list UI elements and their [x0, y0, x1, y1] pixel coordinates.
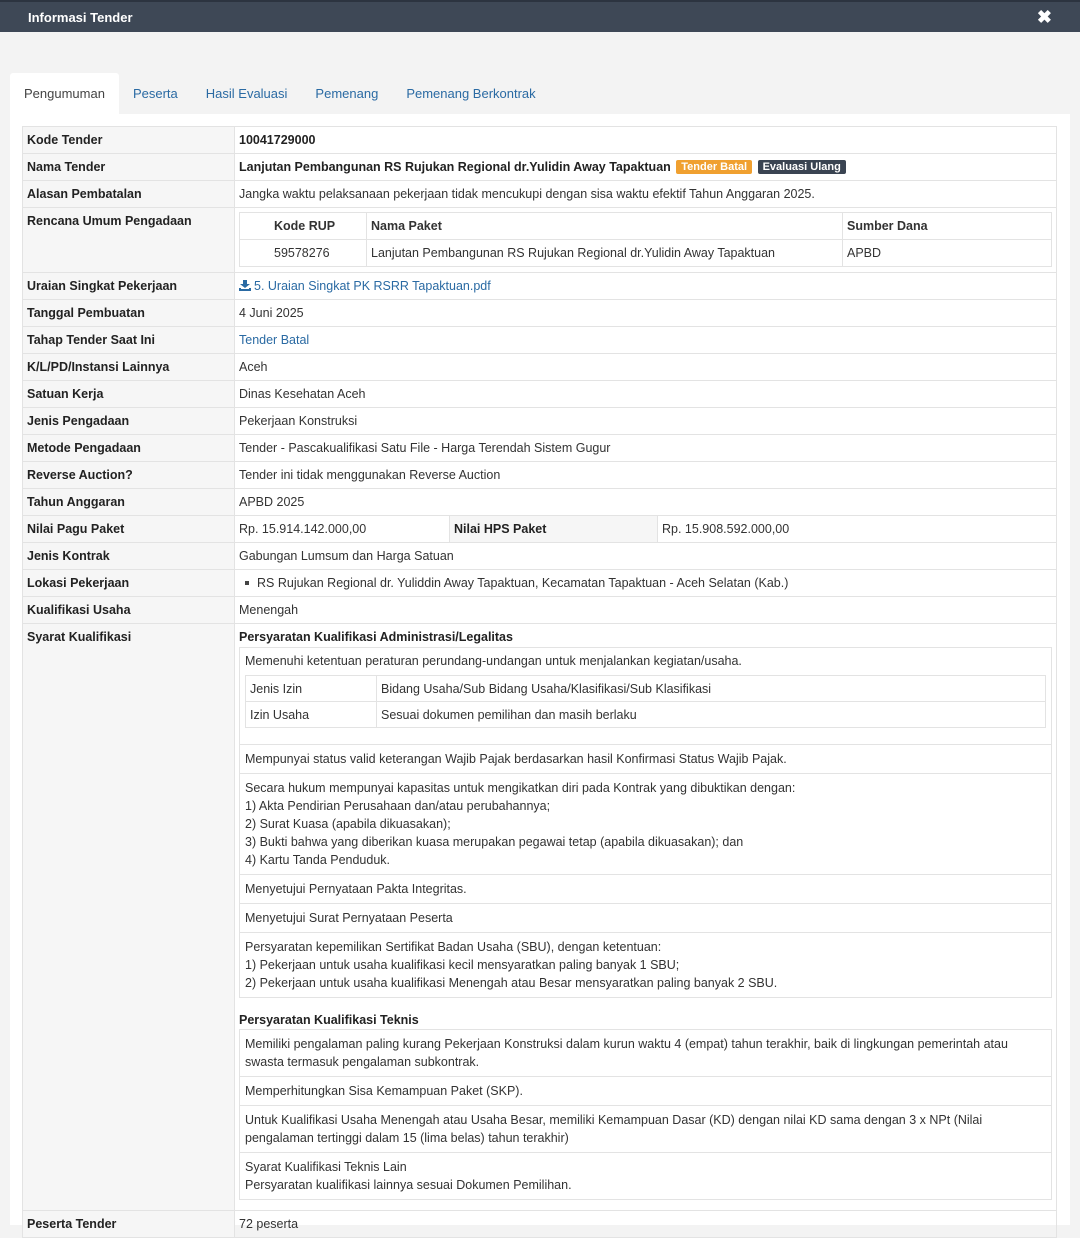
label-nama-tender: Nama Tender [23, 154, 235, 181]
row-tanggal-pembuatan [23, 300, 1057, 327]
pagu-hps-row [235, 516, 1056, 542]
label-tahap-tender: Tahap Tender Saat Ini [23, 327, 235, 354]
izin-header-jenis: Jenis Izin [246, 676, 377, 702]
bullet-icon [245, 581, 249, 585]
value-nilai-hps: Rp. 15.908.592.000,00 [662, 522, 790, 536]
status-badge-tender-batal: Tender Batal [676, 160, 752, 174]
izin-header-bidang: Bidang Usaha/Sub Bidang Usaha/Klasifikasi/Sub Klasifikasi [377, 676, 1046, 702]
kd-line: Untuk Kualifikasi Usaha Menengah atau Usaha Besar, memiliki Kemampuan Dasar (KD) dengan nilai KD sama dengan 3 x NPt (Nilai [245, 1113, 983, 1127]
tender-info-table [22, 126, 1057, 1238]
row-reverse-auction [23, 462, 1057, 489]
row-lokasi-pekerjaan [23, 570, 1057, 597]
cell-nama-tender [235, 154, 1057, 181]
row-tahap-tender [23, 327, 1057, 354]
teknis-lain-line: Persyaratan kualifikasi lainnya sesuai Dokumen Pemilihan. [245, 1178, 572, 1192]
rup-nama-paket: Lanjutan Pembangunan RS Rujukan Regional dr.Yulidin Away Tapaktuan [367, 240, 843, 267]
label-klpd: K/L/PD/Instansi Lainnya [23, 354, 235, 381]
row-jenis-kontrak [23, 543, 1057, 570]
teknis-section-title: Persyaratan Kualifikasi Teknis [239, 1013, 419, 1027]
label-nilai-pagu: Nilai Pagu Paket [23, 516, 235, 543]
row-nama-tender [23, 154, 1057, 181]
cell-rup [235, 208, 1057, 273]
label-rencana-umum-pengadaan: Rencana Umum Pengadaan [23, 208, 235, 273]
cell-lokasi-pekerjaan [235, 570, 1057, 597]
label-metode-pengadaan: Metode Pengadaan [23, 435, 235, 462]
label-peserta-tender: Peserta Tender [23, 1211, 235, 1238]
row-jenis-pengadaan [23, 408, 1057, 435]
izin-keterangan: Sesuai dokumen pemilihan dan masih berlaku [377, 702, 1046, 728]
row-satuan-kerja [23, 381, 1057, 408]
label-syarat-kualifikasi: Syarat Kualifikasi [23, 624, 235, 1211]
kd-line: pengalaman tertinggi dalam 15 (lima belas) tahun terakhir) [245, 1131, 569, 1145]
label-nilai-hps: Nilai HPS Paket [450, 516, 658, 542]
value-nama-tender: Lanjutan Pembangunan RS Rujukan Regional dr.Yulidin Away Tapaktuan [239, 160, 671, 174]
syarat-skp: Memperhitungkan Sisa Kemampuan Paket (SKP). [239, 1077, 1052, 1106]
rup-table [239, 212, 1052, 267]
syarat-pengalaman [239, 1029, 1052, 1077]
label-jenis-pengadaan: Jenis Pengadaan [23, 408, 235, 435]
syarat-surat-pernyataan: Menyetujui Surat Pernyataan Peserta [239, 904, 1052, 933]
rup-header-sumber: Sumber Dana [843, 213, 1052, 240]
value-satuan-kerja: Dinas Kesehatan Aceh [235, 381, 1057, 408]
value-lokasi-pekerjaan: RS Rujukan Regional dr. Yuliddin Away Tapaktuan, Kecamatan Tapaktuan - Aceh Selatan (Kab.) [257, 576, 789, 590]
label-uraian-singkat: Uraian Singkat Pekerjaan [23, 273, 235, 300]
uraian-download-link[interactable]: 5. Uraian Singkat PK RSRR Tapaktuan.pdf [254, 279, 491, 293]
syarat-kd [239, 1106, 1052, 1153]
syarat-pajak: Mempunyai status valid keterangan Wajib Pajak berdasarkan hasil Konfirmasi Status Wajib Pajak. [239, 745, 1052, 774]
teknis-lain-line: Syarat Kualifikasi Teknis Lain [245, 1160, 407, 1174]
value-kode-tender: 10041729000 [235, 127, 1057, 154]
tab-pemenang[interactable]: Pemenang [315, 86, 379, 101]
modal-header [0, 0, 1080, 32]
rup-kode: 59578276 [240, 240, 367, 267]
rup-header-nama: Nama Paket [367, 213, 843, 240]
label-jenis-kontrak: Jenis Kontrak [23, 543, 235, 570]
close-icon[interactable]: ✖ [1036, 7, 1052, 27]
value-klpd: Aceh [235, 354, 1057, 381]
rup-header-kode: Kode RUP [240, 213, 367, 240]
syarat-teknis-lain [239, 1153, 1052, 1200]
tab-peserta[interactable]: Peserta [132, 86, 178, 101]
label-lokasi-pekerjaan: Lokasi Pekerjaan [23, 570, 235, 597]
label-alasan-pembatalan: Alasan Pembatalan [23, 181, 235, 208]
pengalaman-line: Memiliki pengalaman paling kurang Pekerjaan Konstruksi dalam kurun waktu 4 (empat) tahun terakhir, baik di lingkungan pemerintah atau [245, 1037, 1008, 1051]
row-nilai-pagu [23, 516, 1057, 543]
label-satuan-kerja: Satuan Kerja [23, 381, 235, 408]
value-tanggal-pembuatan: 4 Juni 2025 [235, 300, 1057, 327]
row-peserta-tender [23, 1211, 1057, 1238]
pengalaman-line: swasta termasuk pengalaman subkontrak. [245, 1055, 480, 1069]
label-reverse-auction: Reverse Auction? [23, 462, 235, 489]
label-kode-tender: Kode Tender [23, 127, 235, 154]
label-kualifikasi-usaha: Kualifikasi Usaha [23, 597, 235, 624]
download-icon [239, 280, 251, 291]
tahap-tender-link[interactable]: Tender Batal [239, 333, 310, 347]
tab-bar [10, 73, 550, 114]
admin-izin-box [239, 647, 1052, 745]
row-alasan-pembatalan [23, 181, 1057, 208]
tab-pengumuman[interactable]: Pengumuman [10, 73, 119, 114]
row-uraian-singkat [23, 273, 1057, 300]
value-tahun-anggaran: APBD 2025 [235, 489, 1057, 516]
syarat-hukum [239, 774, 1052, 875]
row-metode-pengadaan [23, 435, 1057, 462]
row-tahun-anggaran [23, 489, 1057, 516]
izin-table [245, 675, 1046, 728]
value-kualifikasi-usaha: Menengah [235, 597, 1057, 624]
label-tahun-anggaran: Tahun Anggaran [23, 489, 235, 516]
hukum-line: 3) Bukti bahwa yang diberikan kuasa merupakan pegawai tetap (apabila dikuasakan); dan [245, 835, 744, 849]
row-kode-tender [23, 127, 1057, 154]
tab-pemenang-berkontrak[interactable]: Pemenang Berkontrak [406, 86, 536, 101]
row-kualifikasi-usaha [23, 597, 1057, 624]
tab-content-pengumuman [10, 114, 1070, 1231]
value-jenis-kontrak: Gabungan Lumsum dan Harga Satuan [235, 543, 1057, 570]
value-nilai-pagu: Rp. 15.914.142.000,00 [235, 516, 450, 542]
status-badge-evaluasi-ulang: Evaluasi Ulang [758, 160, 846, 174]
rup-sumber-dana: APBD [843, 240, 1052, 267]
label-tanggal-pembuatan: Tanggal Pembuatan [23, 300, 235, 327]
value-jenis-pengadaan: Pekerjaan Konstruksi [235, 408, 1057, 435]
row-klpd [23, 354, 1057, 381]
hukum-line: 2) Surat Kuasa (apabila dikuasakan); [245, 817, 451, 831]
syarat-sbu [239, 933, 1052, 998]
cell-nilai-pagu [235, 516, 1057, 543]
izin-jenis: Izin Usaha [246, 702, 377, 728]
cell-syarat-kualifikasi [235, 624, 1057, 1211]
cell-uraian-singkat [235, 273, 1057, 300]
sbu-line: 2) Pekerjaan untuk usaha kualifikasi Menengah atau Besar mensyaratkan paling banyak 2 SBU. [245, 976, 778, 990]
admin-section-title: Persyaratan Kualifikasi Administrasi/Legalitas [239, 630, 513, 644]
value-reverse-auction: Tender ini tidak menggunakan Reverse Auction [235, 462, 1057, 489]
admin-intro: Memenuhi ketentuan peraturan perundang-undangan untuk menjalankan kegiatan/usaha. [245, 654, 742, 668]
row-syarat-kualifikasi [23, 624, 1057, 1211]
tab-hasil-evaluasi[interactable]: Hasil Evaluasi [205, 86, 288, 101]
row-rencana-umum-pengadaan [23, 208, 1057, 273]
modal-title: Informasi Tender [28, 9, 133, 25]
hukum-line: 1) Akta Pendirian Perusahaan dan/atau perubahannya; [245, 799, 551, 813]
hukum-line: 4) Kartu Tanda Penduduk. [245, 853, 391, 867]
sbu-line: 1) Pekerjaan untuk usaha kualifikasi kecil mensyaratkan paling banyak 1 SBU; [245, 958, 680, 972]
cell-tahap-tender [235, 327, 1057, 354]
syarat-pakta: Menyetujui Pernyataan Pakta Integritas. [239, 875, 1052, 904]
value-peserta-tender: 72 peserta [235, 1211, 1057, 1238]
sbu-line: Persyaratan kepemilikan Sertifikat Badan Usaha (SBU), dengan ketentuan: [245, 940, 662, 954]
hukum-line: Secara hukum mempunyai kapasitas untuk mengikatkan diri pada Kontrak yang dibuktikan dengan: [245, 781, 796, 795]
value-metode-pengadaan: Tender - Pascakualifikasi Satu File - Harga Terendah Sistem Gugur [235, 435, 1057, 462]
value-alasan-pembatalan: Jangka waktu pelaksanaan pekerjaan tidak mencukupi dengan sisa waktu efektif Tahun Anggaran 2025. [235, 181, 1057, 208]
